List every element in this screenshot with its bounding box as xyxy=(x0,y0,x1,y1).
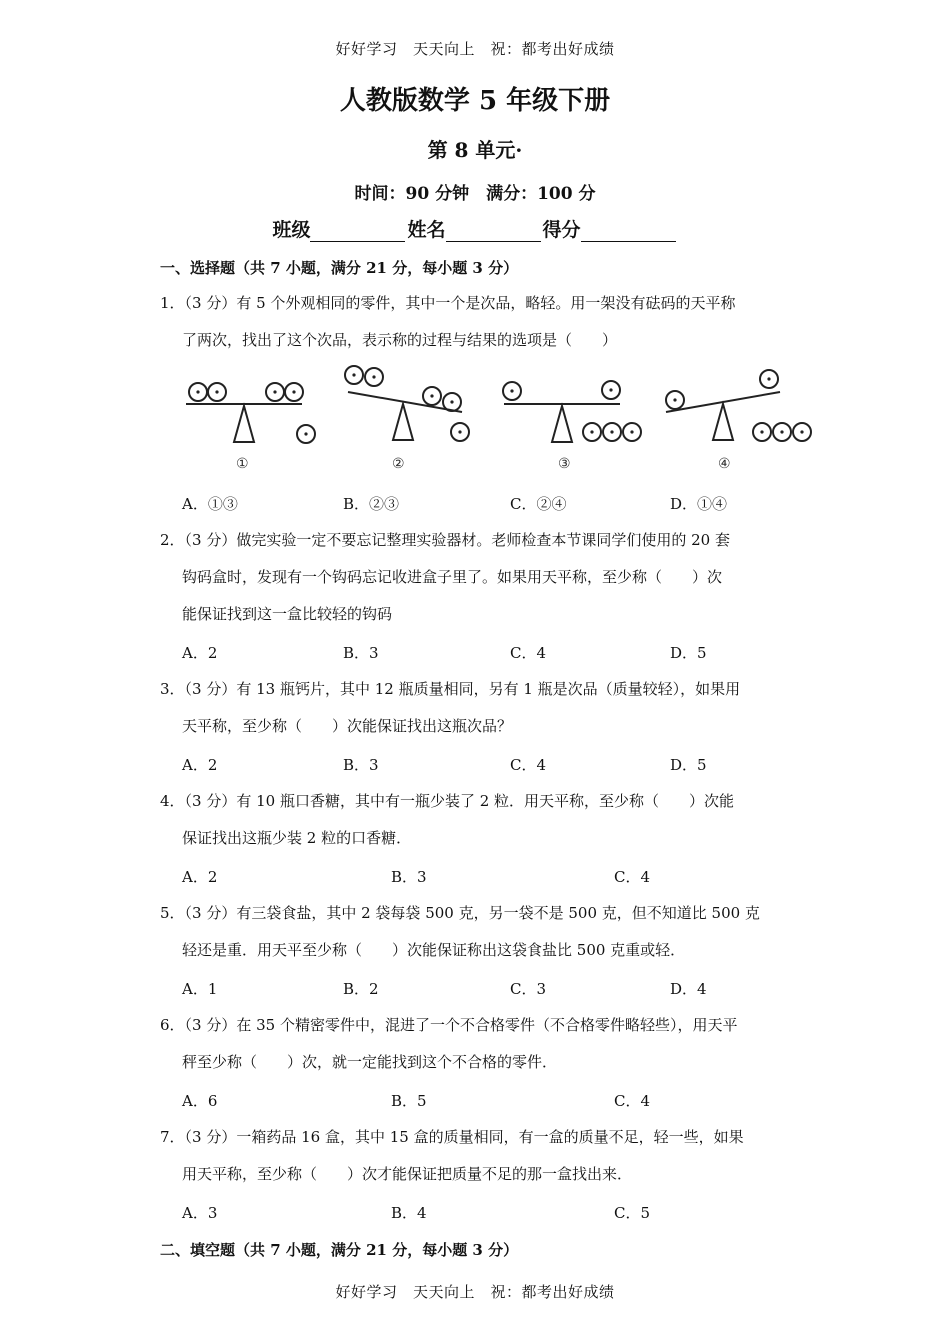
q7-option-b[interactable]: B．4 xyxy=(391,1204,427,1222)
question-4-line-2: 保证找出这瓶少装 2 粒的口香糖． xyxy=(182,829,412,847)
time-info: 时间：90 分钟 满分：100 分 xyxy=(354,184,596,204)
q1-option-b[interactable]: B．②③ xyxy=(343,495,400,513)
q2-option-d[interactable]: D．5 xyxy=(670,644,707,662)
balance-scale-1 xyxy=(186,383,315,443)
question-6-line-2: 秤至少称（ ）次，就一定能找到这个不合格的零件． xyxy=(182,1053,558,1071)
question-6-line-1: 6．（3 分）在 35 个精密零件中，混进了一个不合格零件（不合格零件略轻些），用天平 xyxy=(160,1016,738,1034)
q2-option-b[interactable]: B．3 xyxy=(343,644,379,662)
balance-scale-2 xyxy=(345,366,469,441)
balance-scale-3 xyxy=(503,381,641,442)
q5-option-a[interactable]: A．1 xyxy=(182,980,218,998)
question-3-line-2: 天平称，至少称（ ）次能保证找出这瓶次品？ xyxy=(182,717,513,735)
q2-option-a[interactable]: A．2 xyxy=(182,644,218,662)
score-blank[interactable] xyxy=(581,221,676,242)
q3-option-d[interactable]: D．5 xyxy=(670,756,707,774)
q3-option-a[interactable]: A．2 xyxy=(182,756,218,774)
figure-label-3: ③ xyxy=(558,456,571,472)
q4-option-b[interactable]: B．3 xyxy=(391,868,427,886)
q6-option-c[interactable]: C．4 xyxy=(614,1092,651,1110)
q3-option-c[interactable]: C．4 xyxy=(510,756,547,774)
student-info xyxy=(0,215,950,242)
score-label: 得分 xyxy=(542,219,581,241)
q6-option-b[interactable]: B．5 xyxy=(391,1092,427,1110)
balance-scale-figure xyxy=(178,362,818,474)
question-1-line-1: 1．（3 分）有 5 个外观相同的零件，其中一个是次品，略轻。用一架没有砝码的天平称 xyxy=(160,294,736,312)
question-7-line-2: 用天平称，至少称（ ）次才能保证把质量不足的那一盒找出来． xyxy=(182,1165,633,1183)
figure-label-1: ① xyxy=(236,456,249,472)
section-heading-fill: 二、填空题（共 7 小题，满分 21 分，每小题 3 分） xyxy=(160,1241,519,1259)
q4-option-c[interactable]: C．4 xyxy=(614,868,651,886)
class-label: 班级 xyxy=(272,219,311,241)
q4-option-a[interactable]: A．2 xyxy=(182,868,218,886)
section-heading-choice: 一、选择题（共 7 小题，满分 21 分，每小题 3 分） xyxy=(160,259,519,277)
figure-label-2: ② xyxy=(392,456,405,472)
class-blank[interactable] xyxy=(310,221,405,242)
page-header: 好好学习 天天向上 祝：都考出好成绩 xyxy=(335,40,615,58)
question-7-line-1: 7．（3 分）一箱药品 16 盒，其中 15 盒的质量相同，有一盒的质量不足，轻一些，如果 xyxy=(160,1128,744,1146)
page-title: 人教版数学 5 年级下册 xyxy=(339,86,611,116)
q5-option-b[interactable]: B．2 xyxy=(343,980,379,998)
name-label: 姓名 xyxy=(407,219,446,241)
question-2-line-3: 能保证找到这一盒比较轻的钩码 xyxy=(182,605,393,623)
q6-option-a[interactable]: A．6 xyxy=(182,1092,218,1110)
q1-option-c[interactable]: C．②④ xyxy=(510,495,567,513)
q3-option-b[interactable]: B．3 xyxy=(343,756,379,774)
question-4-line-1: 4．（3 分）有 10 瓶口香糖，其中有一瓶少装了 2 粒．用天平称，至少称（ ）次能 xyxy=(160,792,735,810)
q7-option-a[interactable]: A．3 xyxy=(182,1204,218,1222)
q1-option-a[interactable]: A．①③ xyxy=(182,495,238,513)
page-footer: 好好学习 天天向上 祝：都考出好成绩 xyxy=(335,1283,615,1301)
q5-option-c[interactable]: C．3 xyxy=(510,980,547,998)
q7-option-c[interactable]: C．5 xyxy=(614,1204,651,1222)
question-2-line-2: 钩码盒时，发现有一个钩码忘记收进盒子里了。如果用天平称，至少称（ ）次 xyxy=(182,568,723,586)
q1-option-d[interactable]: D．①④ xyxy=(670,495,728,513)
q5-option-d[interactable]: D．4 xyxy=(670,980,707,998)
unit-title: 第 8 单元· xyxy=(427,138,523,162)
figure-label-4: ④ xyxy=(718,456,731,472)
question-2-line-1: 2．（3 分）做完实验一定不要忘记整理实验器材。老师检查本节课同学们使用的 20 套 xyxy=(160,531,730,549)
q2-option-c[interactable]: C．4 xyxy=(510,644,547,662)
question-1-line-2: 了两次，找出了这个次品，表示称的过程与结果的选项是（ ） xyxy=(182,331,618,349)
name-blank[interactable] xyxy=(446,221,541,242)
question-5-line-1: 5．（3 分）有三袋食盐，其中 2 袋每袋 500 克，另一袋不是 500 克，但不知道比 500 克 xyxy=(160,904,760,922)
balance-scale-4 xyxy=(666,370,811,441)
question-5-line-2: 轻还是重．用天平至少称（ ）次能保证称出这袋食盐比 500 克重或轻． xyxy=(182,941,686,959)
question-3-line-1: 3．（3 分）有 13 瓶钙片，其中 12 瓶质量相同，另有 1 瓶是次品（质量较轻），如果用 xyxy=(160,680,741,698)
